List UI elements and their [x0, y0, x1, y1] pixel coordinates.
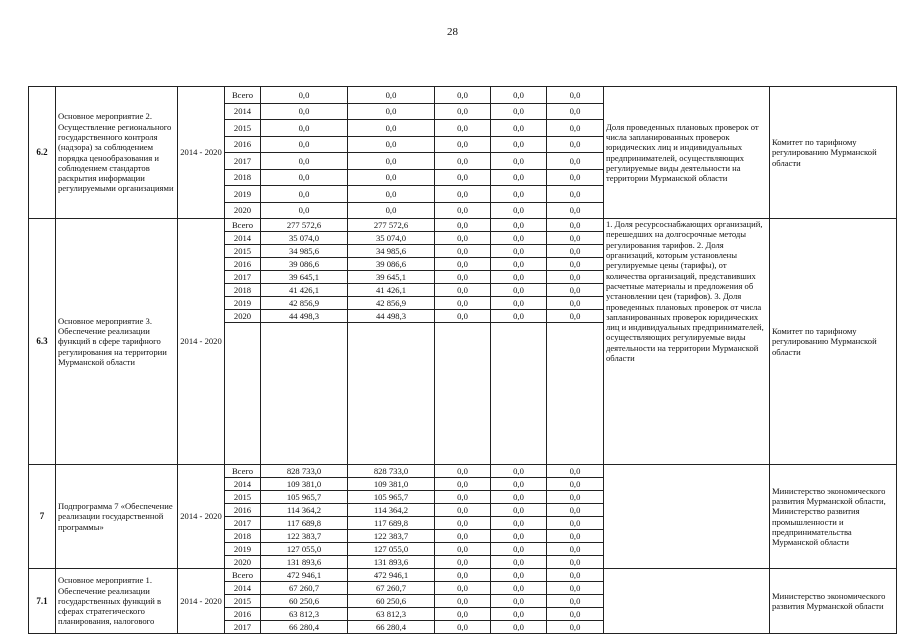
row-number: 7 — [29, 465, 56, 569]
empty-cell — [491, 323, 547, 465]
amount-cell: 277 572,6 — [261, 219, 348, 232]
amount-cell: 127 055,0 — [261, 543, 348, 556]
amount-cell: 0,0 — [547, 153, 604, 170]
amount-cell: 472 946,1 — [348, 569, 435, 582]
amount-cell: 105 965,7 — [261, 491, 348, 504]
year-label: 2017 — [225, 271, 261, 284]
amount-cell: 66 280,4 — [348, 621, 435, 634]
amount-cell: 109 381,0 — [348, 478, 435, 491]
amount-cell: 0,0 — [547, 543, 604, 556]
amount-cell: 277 572,6 — [348, 219, 435, 232]
amount-cell: 0,0 — [547, 103, 604, 120]
amount-cell: 0,0 — [435, 169, 491, 186]
amount-cell: 0,0 — [547, 271, 604, 284]
year-label: 2018 — [225, 530, 261, 543]
period: 2014 - 2020 — [178, 569, 225, 634]
amount-cell: 0,0 — [348, 136, 435, 153]
amount-cell: 0,0 — [491, 120, 547, 137]
amount-cell: 0,0 — [547, 517, 604, 530]
amount-cell: 0,0 — [491, 297, 547, 310]
amount-cell: 0,0 — [491, 478, 547, 491]
amount-cell: 42 856,9 — [348, 297, 435, 310]
amount-cell: 44 498,3 — [348, 310, 435, 323]
amount-cell: 0,0 — [547, 87, 604, 104]
amount-cell: 67 260,7 — [261, 582, 348, 595]
amount-cell: 0,0 — [491, 517, 547, 530]
amount-cell: 0,0 — [547, 186, 604, 203]
page-number: 28 — [447, 26, 458, 38]
year-label: 2016 — [225, 504, 261, 517]
amount-cell: 60 250,6 — [261, 595, 348, 608]
amount-cell: 0,0 — [547, 219, 604, 232]
year-label: Всего — [225, 569, 261, 582]
table-row — [29, 87, 897, 104]
amount-cell: 0,0 — [435, 271, 491, 284]
amount-cell: 0,0 — [348, 169, 435, 186]
amount-cell: 0,0 — [491, 245, 547, 258]
amount-cell: 0,0 — [547, 297, 604, 310]
activity-name: Подпрограмма 7 «Обеспечение реализации государственной программы» — [56, 465, 178, 569]
amount-cell: 0,0 — [435, 504, 491, 517]
year-label: 2015 — [225, 120, 261, 137]
year-label: 2016 — [225, 608, 261, 621]
amount-cell: 0,0 — [261, 120, 348, 137]
amount-cell: 0,0 — [435, 120, 491, 137]
amount-cell: 34 985,6 — [348, 245, 435, 258]
table-row — [29, 569, 897, 582]
amount-cell: 0,0 — [547, 136, 604, 153]
amount-cell: 117 689,8 — [261, 517, 348, 530]
amount-cell: 0,0 — [435, 621, 491, 634]
program-table — [28, 86, 897, 634]
year-label: 2015 — [225, 491, 261, 504]
amount-cell: 0,0 — [435, 103, 491, 120]
amount-cell: 0,0 — [261, 153, 348, 170]
amount-cell: 0,0 — [491, 310, 547, 323]
amount-cell: 0,0 — [435, 297, 491, 310]
executor: Комитет по тарифному регулированию Мурманской области — [770, 219, 897, 465]
amount-cell: 0,0 — [547, 621, 604, 634]
amount-cell: 39 645,1 — [261, 271, 348, 284]
amount-cell: 0,0 — [435, 136, 491, 153]
amount-cell: 0,0 — [491, 232, 547, 245]
year-label: 2018 — [225, 284, 261, 297]
amount-cell: 0,0 — [547, 310, 604, 323]
amount-cell: 0,0 — [348, 202, 435, 219]
amount-cell: 41 426,1 — [348, 284, 435, 297]
amount-cell: 0,0 — [435, 556, 491, 569]
amount-cell: 34 985,6 — [261, 245, 348, 258]
amount-cell: 0,0 — [547, 169, 604, 186]
executor: Комитет по тарифному регулированию Мурманской области — [770, 87, 897, 219]
amount-cell: 42 856,9 — [261, 297, 348, 310]
year-label: 2020 — [225, 202, 261, 219]
amount-cell: 0,0 — [491, 504, 547, 517]
amount-cell: 0,0 — [435, 310, 491, 323]
amount-cell: 122 383,7 — [348, 530, 435, 543]
amount-cell: 39 086,6 — [348, 258, 435, 271]
amount-cell: 0,0 — [348, 87, 435, 104]
amount-cell: 114 364,2 — [261, 504, 348, 517]
year-label: 2020 — [225, 310, 261, 323]
amount-cell: 0,0 — [435, 582, 491, 595]
amount-cell: 0,0 — [491, 608, 547, 621]
amount-cell: 114 364,2 — [348, 504, 435, 517]
amount-cell: 131 893,6 — [261, 556, 348, 569]
activity-name: Основное мероприятие 1. Обеспечение реализации государственных функций в сферах стратегического планирования, налогового — [56, 569, 178, 634]
empty-cell — [348, 323, 435, 465]
amount-cell: 0,0 — [547, 232, 604, 245]
executor: Министерство экономического развития Мурманской области, Министерство развития промышленности и предпринимательства Мурманской области — [770, 465, 897, 569]
amount-cell: 0,0 — [491, 595, 547, 608]
amount-cell: 41 426,1 — [261, 284, 348, 297]
year-label: 2014 — [225, 582, 261, 595]
amount-cell: 39 645,1 — [348, 271, 435, 284]
activity-name: Основное мероприятие 3. Обеспечение реализации функций в сфере тарифного регулирования на территории Мурманской области — [56, 219, 178, 465]
amount-cell: 0,0 — [435, 491, 491, 504]
amount-cell: 0,0 — [547, 569, 604, 582]
year-label: 2019 — [225, 186, 261, 203]
amount-cell: 0,0 — [491, 530, 547, 543]
amount-cell: 0,0 — [435, 186, 491, 203]
amount-cell: 0,0 — [348, 120, 435, 137]
amount-cell: 0,0 — [435, 465, 491, 478]
amount-cell: 0,0 — [547, 258, 604, 271]
amount-cell: 0,0 — [491, 258, 547, 271]
amount-cell: 0,0 — [435, 87, 491, 104]
empty-cell — [225, 323, 261, 465]
amount-cell: 0,0 — [261, 136, 348, 153]
year-label: Всего — [225, 219, 261, 232]
amount-cell: 0,0 — [547, 556, 604, 569]
amount-cell: 0,0 — [547, 202, 604, 219]
amount-cell: 0,0 — [547, 465, 604, 478]
year-label: 2020 — [225, 556, 261, 569]
row-number: 7.1 — [29, 569, 56, 634]
empty-cell — [435, 323, 491, 465]
amount-cell: 0,0 — [491, 271, 547, 284]
amount-cell: 0,0 — [491, 465, 547, 478]
amount-cell: 63 812,3 — [261, 608, 348, 621]
year-label: 2015 — [225, 245, 261, 258]
target-indicator — [604, 569, 770, 634]
period: 2014 - 2020 — [178, 465, 225, 569]
year-label: 2016 — [225, 136, 261, 153]
amount-cell: 109 381,0 — [261, 478, 348, 491]
year-label: 2014 — [225, 478, 261, 491]
empty-cell — [547, 323, 604, 465]
amount-cell: 0,0 — [435, 517, 491, 530]
amount-cell: 0,0 — [435, 219, 491, 232]
amount-cell: 122 383,7 — [261, 530, 348, 543]
amount-cell: 0,0 — [435, 478, 491, 491]
empty-cell — [261, 323, 348, 465]
amount-cell: 60 250,6 — [348, 595, 435, 608]
amount-cell: 0,0 — [547, 582, 604, 595]
amount-cell: 0,0 — [491, 136, 547, 153]
amount-cell: 0,0 — [491, 169, 547, 186]
amount-cell: 0,0 — [348, 153, 435, 170]
amount-cell: 0,0 — [547, 120, 604, 137]
amount-cell: 0,0 — [491, 569, 547, 582]
amount-cell: 63 812,3 — [348, 608, 435, 621]
period: 2014 - 2020 — [178, 219, 225, 465]
year-label: Всего — [225, 465, 261, 478]
amount-cell: 0,0 — [435, 595, 491, 608]
amount-cell: 0,0 — [435, 284, 491, 297]
executor: Министерство экономического развития Мурманской области — [770, 569, 897, 634]
amount-cell: 0,0 — [491, 284, 547, 297]
table-row — [29, 465, 897, 478]
amount-cell: 0,0 — [491, 621, 547, 634]
amount-cell: 0,0 — [435, 258, 491, 271]
amount-cell: 0,0 — [547, 245, 604, 258]
amount-cell: 0,0 — [491, 219, 547, 232]
amount-cell: 127 055,0 — [348, 543, 435, 556]
amount-cell: 117 689,8 — [348, 517, 435, 530]
year-label: 2017 — [225, 517, 261, 530]
amount-cell: 0,0 — [547, 504, 604, 517]
amount-cell: 472 946,1 — [261, 569, 348, 582]
amount-cell: 0,0 — [547, 608, 604, 621]
year-label: 2017 — [225, 153, 261, 170]
year-label: 2016 — [225, 258, 261, 271]
row-number: 6.3 — [29, 219, 56, 465]
amount-cell: 0,0 — [491, 103, 547, 120]
amount-cell: 0,0 — [435, 153, 491, 170]
activity-name: Основное мероприятие 2. Осуществление регионального государственного контроля (надзора) за соблюдением порядка ценообразования и соблюдением стандартов раскрытия информации регулируемыми организациями — [56, 87, 178, 219]
amount-cell: 0,0 — [261, 202, 348, 219]
amount-cell: 0,0 — [547, 478, 604, 491]
amount-cell: 0,0 — [491, 153, 547, 170]
table-row — [29, 219, 897, 232]
amount-cell: 0,0 — [348, 103, 435, 120]
year-label: 2014 — [225, 232, 261, 245]
amount-cell: 0,0 — [435, 232, 491, 245]
amount-cell: 0,0 — [261, 186, 348, 203]
year-label: 2019 — [225, 543, 261, 556]
amount-cell: 0,0 — [491, 186, 547, 203]
amount-cell: 0,0 — [261, 87, 348, 104]
amount-cell: 66 280,4 — [261, 621, 348, 634]
amount-cell: 0,0 — [547, 284, 604, 297]
year-label: Всего — [225, 87, 261, 104]
amount-cell: 0,0 — [491, 543, 547, 556]
amount-cell: 828 733,0 — [348, 465, 435, 478]
year-label: 2015 — [225, 595, 261, 608]
amount-cell: 35 074,0 — [261, 232, 348, 245]
amount-cell: 828 733,0 — [261, 465, 348, 478]
amount-cell: 0,0 — [261, 169, 348, 186]
row-number: 6.2 — [29, 87, 56, 219]
target-indicator — [604, 465, 770, 569]
year-label: 2017 — [225, 621, 261, 634]
amount-cell: 39 086,6 — [261, 258, 348, 271]
amount-cell: 0,0 — [491, 556, 547, 569]
amount-cell: 0,0 — [435, 543, 491, 556]
amount-cell: 0,0 — [348, 186, 435, 203]
amount-cell: 35 074,0 — [348, 232, 435, 245]
amount-cell: 0,0 — [491, 491, 547, 504]
amount-cell: 0,0 — [435, 530, 491, 543]
amount-cell: 0,0 — [491, 582, 547, 595]
amount-cell: 0,0 — [547, 491, 604, 504]
amount-cell: 105 965,7 — [348, 491, 435, 504]
amount-cell: 0,0 — [491, 202, 547, 219]
amount-cell: 0,0 — [261, 103, 348, 120]
amount-cell: 0,0 — [547, 595, 604, 608]
amount-cell: 0,0 — [435, 569, 491, 582]
target-indicator: Доля проведенных плановых проверок от числа запланированных проверок юридических лиц и индивидуальных предпринимателей, осуществляющих регулируемые виды деятельности на территории Мурманской области — [604, 87, 770, 219]
year-label: 2019 — [225, 297, 261, 310]
amount-cell: 0,0 — [547, 530, 604, 543]
amount-cell: 0,0 — [435, 245, 491, 258]
amount-cell: 0,0 — [435, 608, 491, 621]
amount-cell: 67 260,7 — [348, 582, 435, 595]
amount-cell: 0,0 — [491, 87, 547, 104]
amount-cell: 44 498,3 — [261, 310, 348, 323]
target-indicator: 1. Доля ресурсоснабжающих организаций, перешедших на долгосрочные методы регулирования тарифов. 2. Доля организаций, которым установлены регулируемые цены (тарифы), от количества организаций, представивших расчетные материалы и предложения об установлении цен (тарифов). 3. Доля проведенных плановых проверок от числа запланированных проверок юридических лиц и индивидуальных предпринимателей, осуществляющих регулируемые виды деятельности на территории Мурманской области — [604, 219, 770, 465]
year-label: 2018 — [225, 169, 261, 186]
amount-cell: 0,0 — [435, 202, 491, 219]
amount-cell: 131 893,6 — [348, 556, 435, 569]
year-label: 2014 — [225, 103, 261, 120]
period: 2014 - 2020 — [178, 87, 225, 219]
